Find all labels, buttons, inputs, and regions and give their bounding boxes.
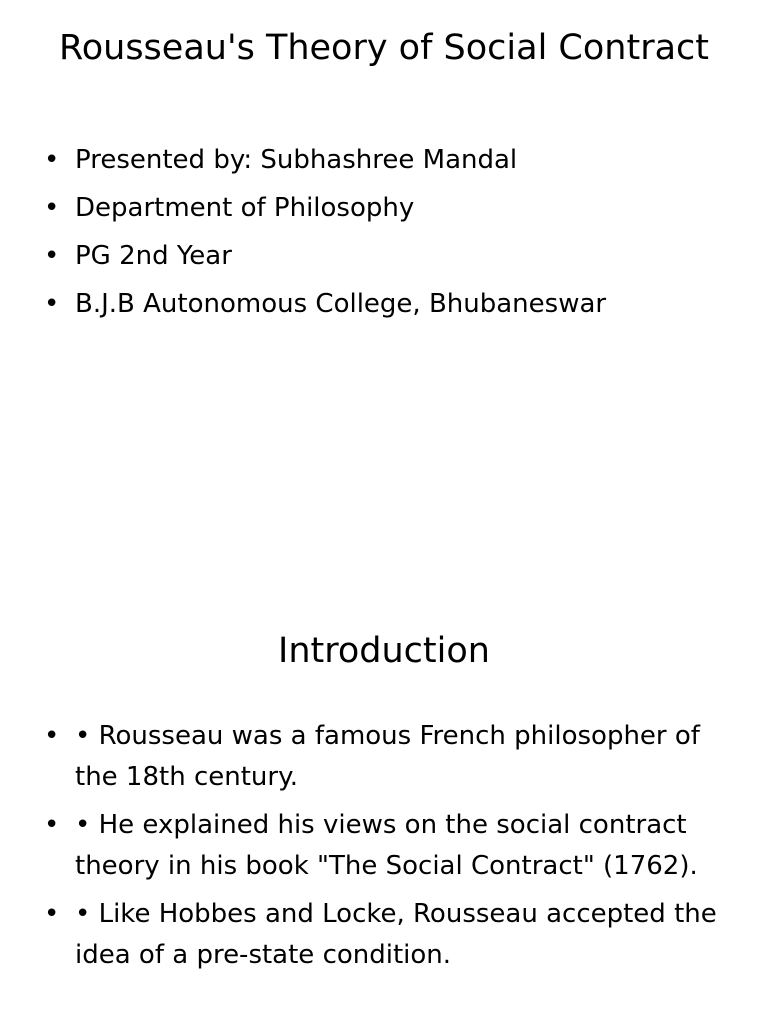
intro-point: • He explained his views on the social contract theory in his book "The Social Contract" (1762). (75, 810, 698, 881)
college: B.J.B Autonomous College, Bhubaneswar (75, 289, 607, 319)
list-item (40, 894, 730, 976)
list-item (40, 236, 730, 277)
list-item (40, 188, 730, 229)
list-item (40, 716, 730, 798)
list-item (40, 284, 730, 325)
presenter-info-list (40, 140, 730, 325)
intro-point: • Like Hobbes and Locke, Rousseau accepted the idea of a pre-state condition. (75, 899, 717, 970)
slide-title: Rousseau's Theory of Social Contract (58, 28, 709, 68)
bullet-icon: • (44, 899, 60, 929)
slide-introduction (0, 512, 768, 1024)
bullet-icon: • (44, 145, 60, 175)
intro-point: • Rousseau was a famous French philosopher of the 18th century. (75, 721, 700, 792)
list-item (40, 140, 730, 181)
bullet-icon: • (44, 193, 60, 223)
year: PG 2nd Year (75, 241, 232, 271)
section-title: Introduction (278, 631, 490, 671)
bullet-icon: • (44, 721, 60, 751)
department: Department of Philosophy (75, 193, 415, 223)
bullet-icon: • (44, 289, 60, 319)
bullet-icon: • (44, 810, 60, 840)
bullet-icon: • (44, 241, 60, 271)
intro-bullet-list (40, 716, 730, 983)
presenter-name: Presented by: Subhashree Mandal (75, 145, 518, 175)
list-item (40, 805, 730, 887)
